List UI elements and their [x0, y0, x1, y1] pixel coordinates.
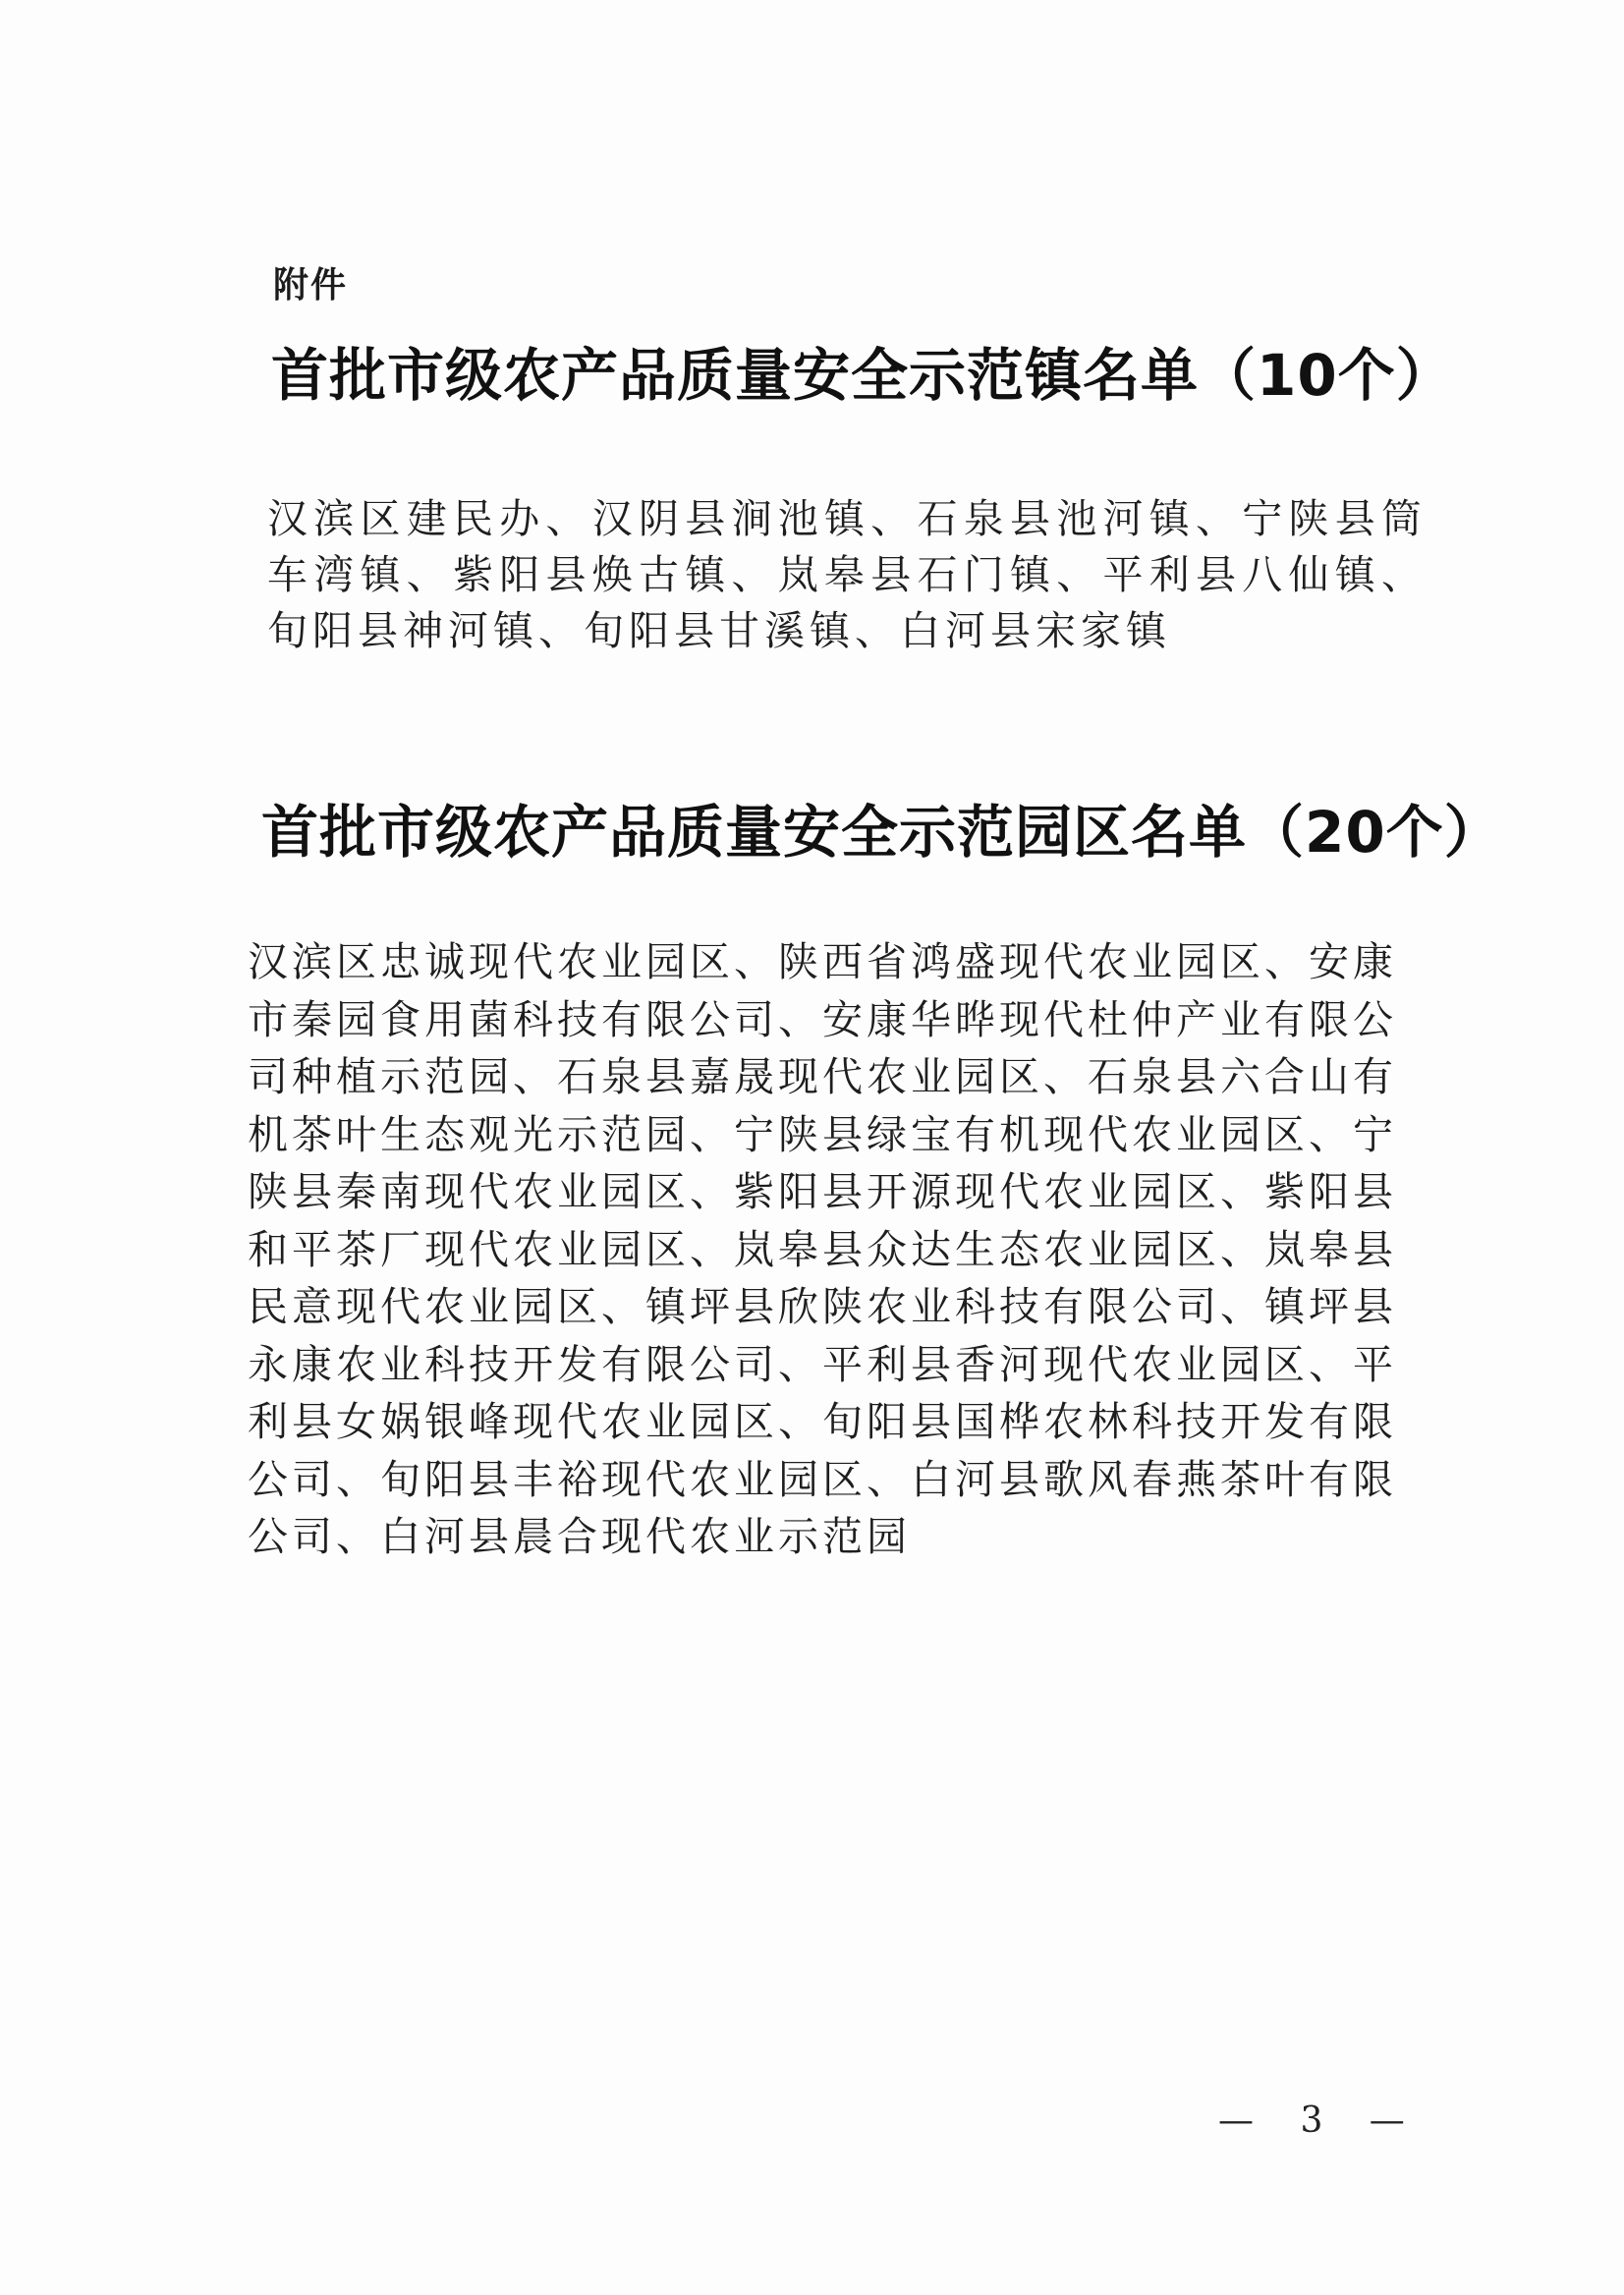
section-title-towns: 首批市级农产品质量安全示范镇名单（10个）	[271, 342, 1454, 409]
section-body-towns: 汉滨区建民办、汉阴县涧池镇、石泉县池河镇、宁陕县筒车湾镇、紫阳县焕古镇、岚皋县石门镇、平利县八仙镇、旬阳县神河镇、旬阳县甘溪镇、白河县宋家镇	[267, 495, 1427, 654]
section-body-parks: 汉滨区忠诚现代农业园区、陕西省鸿盛现代农业园区、安康市秦园食用菌科技有限公司、安康华晔现代杜仲产业有限公司种植示范园、石泉县嘉晟现代农业园区、石泉县六合山有机茶叶生态观光示范园、宁陕县绿宝有机现代农业园区、宁陕县秦南现代农业园区、紫阳县开源现代农业园区、紫阳县和平茶厂现代农业园区、岚皋县众达生态农业园区、岚皋县民意现代农业园区、镇坪县欣陕农业科技有限公司、镇坪县永康农业科技开发有限公司、平利县香河现代农业园区、平利县女娲银峰现代农业园区、旬阳县国桦农林科技开发有限公司、旬阳县丰裕现代农业园区、白河县歌风春燕茶叶有限公司、白河县晨合现代农业示范园	[248, 938, 1397, 1560]
section-title-parks: 首批市级农产品质量安全示范园区名单（20个）	[261, 799, 1502, 866]
attachment-label: 附件	[273, 265, 349, 306]
page-number: — 3 —	[1218, 2100, 1423, 2141]
